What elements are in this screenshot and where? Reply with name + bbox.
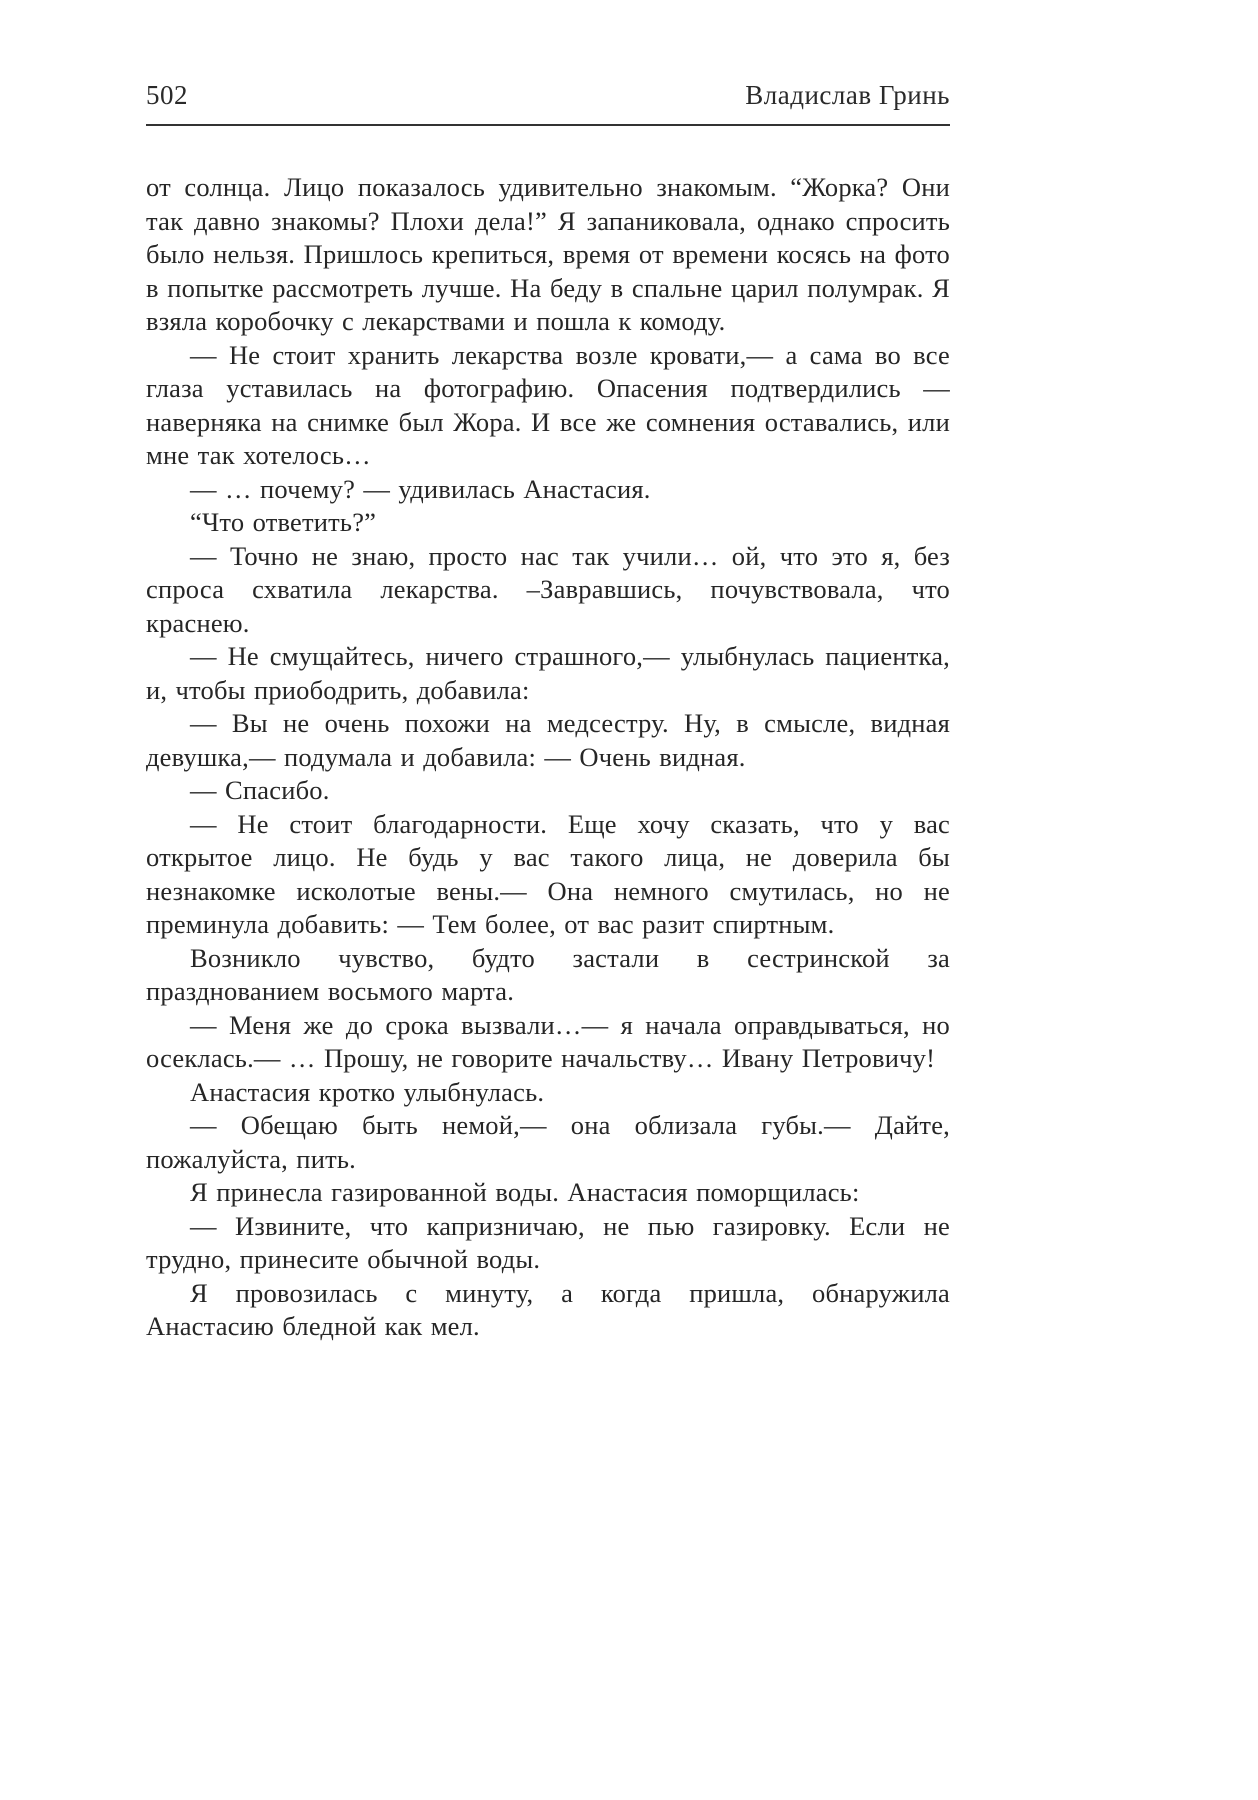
paragraph: — Обещаю быть немой,— она облизала губы.— Дайте, пожалуйста, пить.: [146, 1110, 950, 1174]
running-title: Владислав Гринь: [745, 80, 950, 110]
paragraph: — Не стоит хранить лекарства возле кровати,— а сама во все глаза уставилась на фотографию. Опасения подтвердились — наверняка на снимке был Жора. И все же сомнения оставались, или мне так хотелось…: [146, 339, 950, 470]
paragraph: — Не смущайтесь, ничего страшного,— улыбнулась пациентка, и, чтобы приободрить, добавила:: [146, 641, 950, 705]
page-number: 502: [146, 80, 188, 110]
paragraph: “Что ответить?”: [190, 507, 377, 537]
paragraph: Я принесла газированной воды. Анастасия поморщилась:: [190, 1177, 860, 1207]
paragraph: — Меня же до срока вызвали…— я начала оправдываться, но осеклась.— … Прошу, не говорите начальству… Ивану Петровичу!: [146, 1009, 950, 1073]
paragraph: Анастасия кротко улыбнулась.: [190, 1076, 545, 1107]
body-text: [146, 171, 950, 1344]
paragraph: — Извините, что капризничаю, не пью газировку. Если не трудно, принесите обычной воды.: [146, 1210, 950, 1274]
paragraph: Возникло чувство, будто застали в сестринской за празднованием восьмого марта.: [146, 942, 950, 1006]
paragraph: Я провозилась с минуту, а когда пришла, обнаружила Анастасию бледной как мел.: [146, 1277, 950, 1341]
paragraph: — … почему? — удивилась Анастасия.: [190, 473, 651, 504]
page-header: [146, 80, 950, 126]
paragraph: — Спасибо.: [190, 775, 330, 805]
paragraph: — Вы не очень похожи на медсестру. Ну, в смысле, видная девушка,— подумала и добавила: — Очень видная.: [146, 708, 950, 772]
paragraph: от солнца. Лицо показалось удивительно знакомым. “Жорка? Они так давно знакомы? Плохи дела!” Я запаниковала, однако спросить было нельзя. Пришлось крепиться, время от времени косясь на фото в попытке рассмотреть лучше. На беду в спальне царил полумрак. Я взяла коробочку с лекарствами и пошла к комоду.: [146, 172, 950, 336]
paragraph: — Точно не знаю, просто нас так учили… ой, что это я, без спроса схватила лекарства. –Завравшись, почувствовала, что краснею.: [146, 540, 950, 638]
paragraph: — Не стоит благодарности. Еще хочу сказать, что у вас открытое лицо. Не будь у вас такого лица, не доверила бы незнакомке исколотые вены.— Она немного смутилась, но не преминула добавить: — Тем более, от вас разит спиртным.: [146, 808, 950, 939]
